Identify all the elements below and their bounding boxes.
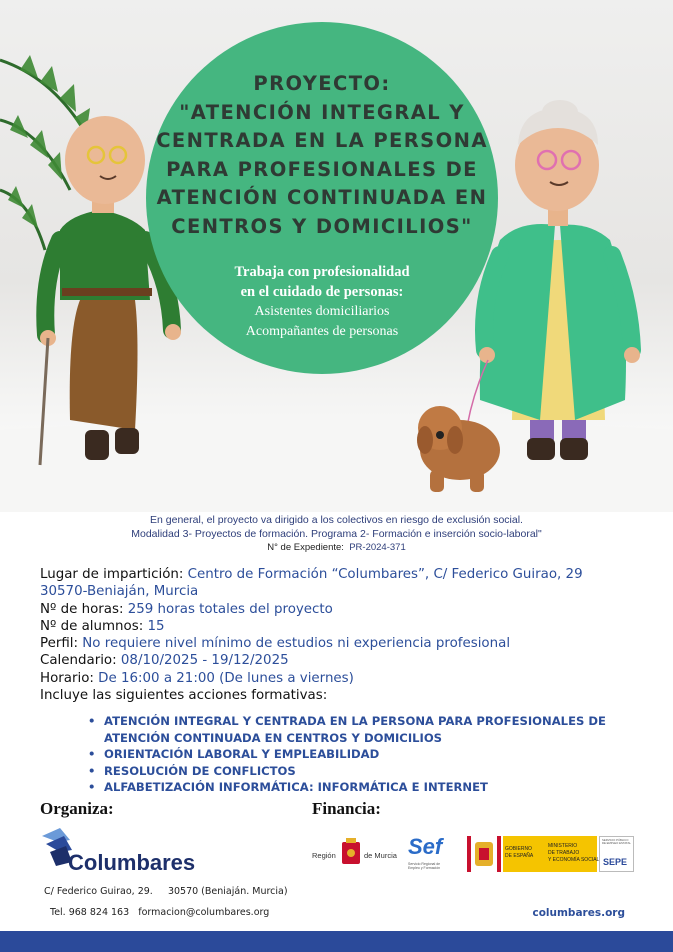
coat-of-arms-icon [340, 838, 362, 868]
expediente [0, 541, 673, 555]
list-item: • ALFABETIZACIÓN INFORMÁTICA: INFORMÁTICA E INTERNET [86, 779, 646, 796]
horario-value: De 16:00 a 21:00 (De lunes a viernes) [98, 670, 354, 686]
ministerio-block [545, 836, 600, 872]
alumnos-row [40, 618, 660, 635]
lugar-label: Lugar de impartición: [40, 567, 184, 582]
list-item: • RESOLUCIÓN DE CONFLICTOS [86, 763, 646, 780]
intro-section [0, 513, 673, 555]
spain-shield-icon [467, 836, 501, 872]
sef-logo-text: Sef [408, 834, 443, 859]
region-murcia-logo [312, 838, 402, 872]
website-link[interactable]: columbares.org [532, 907, 625, 919]
title-line: "ATENCIÓN INTEGRAL Y [179, 100, 465, 124]
organiza-label: Organiza: [40, 799, 114, 818]
address [44, 886, 288, 897]
intro-line: En general, el proyecto va dirigido a los colectivos en riesgo de exclusión social. [150, 514, 523, 526]
expediente-label: N° de Expediente: [267, 542, 344, 553]
tagline-line: en el cuidado de personas: [240, 284, 404, 300]
tagline-role: Acompañantes de personas [245, 324, 399, 339]
title-line: PARA PROFESIONALES DE [166, 157, 478, 181]
region-text: de Murcia [364, 851, 397, 860]
email-link[interactable]: formacion@columbares.org [138, 907, 270, 918]
gobierno-sepe-logo [467, 836, 634, 872]
horario-row [40, 670, 660, 687]
details-section [40, 566, 660, 704]
title-line: CENTROS Y DOMICILIOS" [171, 214, 473, 238]
sef-logo [406, 834, 452, 874]
actions-list [86, 713, 646, 796]
calendario-value: 08/10/2025 - 19/12/2025 [120, 653, 289, 669]
columbares-logo-text: Columbares [68, 850, 196, 875]
perfil-value: No requiere nivel mínimo de estudios ni experiencia profesional [82, 636, 511, 652]
gobierno-text: GOBIERNO [505, 846, 532, 852]
lugar-row [40, 566, 660, 583]
gobierno-block [503, 836, 545, 872]
title-line: ATENCIÓN CONTINUADA EN [156, 186, 488, 209]
calendario-label: Calendario: [40, 653, 117, 669]
horas-row [40, 601, 660, 618]
contact [50, 907, 269, 918]
list-item: • ORIENTACIÓN LABORAL Y EMPLEABILIDAD [86, 746, 646, 763]
project-title [146, 70, 498, 241]
acciones-label: Incluye las siguientes acciones formativas: [40, 688, 328, 704]
horario-label: Horario: [40, 670, 94, 686]
horas-value: 259 horas totales del proyecto [127, 601, 333, 617]
ministerio-text: Y ECONOMÍA SOCIAL [548, 857, 600, 863]
lugar-value: Centro de Formación “Columbares”, C/ Federico Guirao, 29 [187, 567, 583, 582]
list-item: • ATENCIÓN INTEGRAL Y CENTRADA EN LA PERSONA PARA PROFESIONALES DE ATENCIÓN CONTINUADA EN CENTROS Y DOMICILIOS [86, 713, 646, 746]
sepe-subtitle: SERVICIO PÚBLICO DE EMPLEO ESTATAL [602, 838, 631, 846]
alumnos-value: 15 [147, 618, 165, 634]
intro-line: Modalidad 3- Proyectos de formación. Programa 2- Formación e inserción socio-laboral" [131, 528, 542, 540]
region-text: Región [312, 851, 336, 860]
phone: Tel. 968 824 163 [50, 907, 130, 918]
gobierno-text: DE ESPAÑA [505, 853, 534, 859]
financia-label: Financia: [312, 799, 381, 818]
horas-label: Nº de horas: [40, 601, 124, 617]
ministerio-text: MINISTERIO [548, 843, 578, 849]
perfil-row [40, 635, 660, 652]
sepe-block [599, 836, 634, 872]
tagline [146, 262, 498, 342]
address-line: 30570 (Beniaján. Murcia) [167, 886, 288, 897]
address-line: C/ Federico Guirao, 29. [44, 886, 153, 897]
perfil-label: Perfil: [40, 636, 79, 652]
tagline-role: Asistentes domiciliarios [254, 304, 390, 319]
title-line: CENTRADA EN LA PERSONA [156, 129, 488, 152]
title-line: PROYECTO: [253, 72, 391, 95]
calendario-row [40, 652, 660, 669]
alumnos-label: Nº de alumnos: [40, 618, 144, 634]
tagline-line: Trabaja con profesionalidad [234, 264, 410, 280]
expediente-value: PR-2024-371 [349, 542, 406, 553]
ministerio-text: DE TRABAJO [548, 850, 580, 856]
columbares-logo [40, 826, 200, 874]
sef-subtitle: Servicio Regional de Empleo y Formación [408, 862, 441, 870]
sepe-text: SEPE [603, 857, 628, 867]
footer-bar [0, 931, 673, 952]
lugar-value-2: 30570-Beniaján, Murcia [40, 584, 199, 600]
